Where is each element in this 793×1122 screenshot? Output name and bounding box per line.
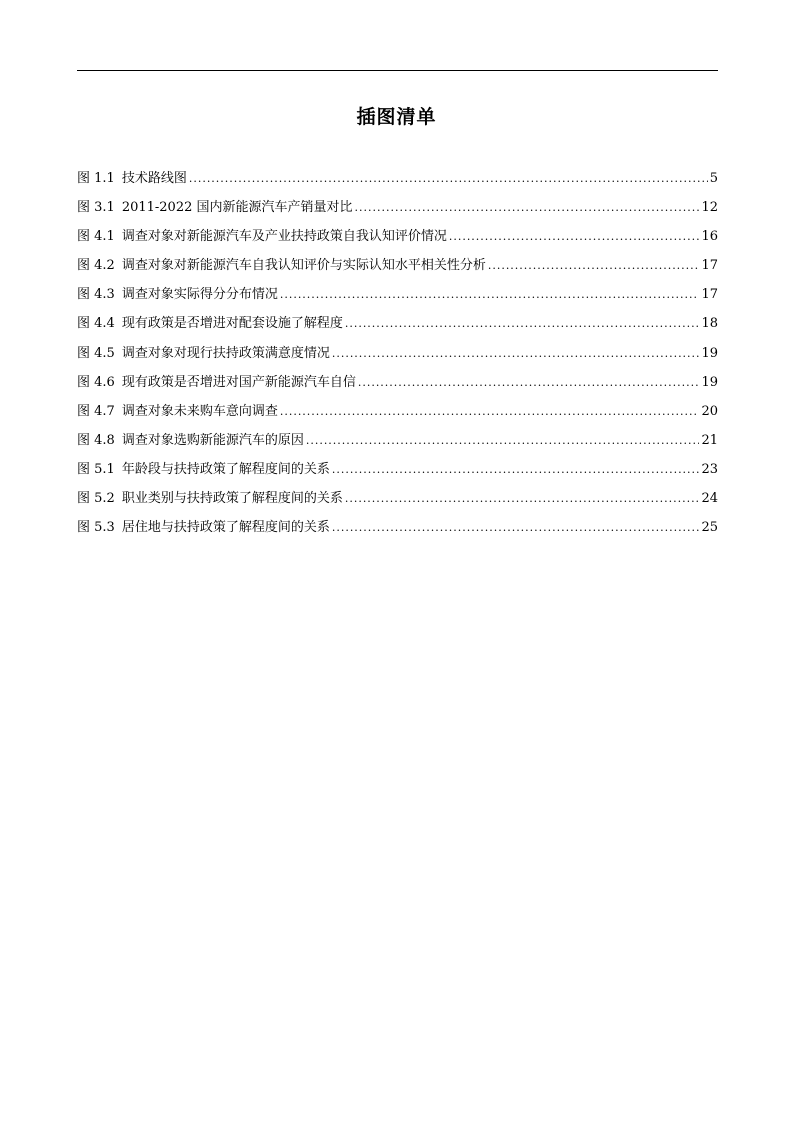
dot-leader (355, 193, 700, 222)
figure-number: 图 4.6 (77, 374, 115, 390)
dot-leader (332, 339, 700, 368)
figure-title: 年龄段与扶持政策了解程度间的关系 (121, 461, 330, 477)
figure-title: 调查对象对新能源汽车及产业扶持政策自我认知评价情况 (121, 229, 447, 245)
dot-leader (345, 484, 700, 513)
dot-leader (358, 368, 700, 397)
figure-entry[interactable] (77, 455, 718, 484)
dot-leader (449, 222, 700, 251)
figure-title: 居住地与扶持政策了解程度间的关系 (121, 520, 330, 536)
figure-list (77, 164, 718, 542)
figure-title: 2011-2022 国内新能源汽车产销量对比 (121, 200, 353, 216)
figure-number: 图 4.5 (77, 345, 115, 361)
figure-entry-label (77, 309, 343, 338)
figure-entry[interactable] (77, 222, 718, 251)
page-number: 17 (701, 258, 718, 274)
figure-entry-label (77, 484, 343, 513)
page-number: 23 (701, 461, 718, 477)
figure-entry-label (77, 513, 330, 542)
figure-number: 图 4.7 (77, 403, 115, 419)
figure-entry[interactable] (77, 251, 718, 280)
header-rule (77, 70, 718, 71)
figure-title: 现有政策是否增进对配套设施了解程度 (121, 316, 343, 332)
figure-title: 调查对象实际得分分布情况 (121, 287, 278, 303)
page-title: 插图清单 (356, 106, 437, 128)
figure-title: 技术路线图 (121, 171, 187, 186)
figure-title: 调查对象选购新能源汽车的原因 (121, 432, 304, 448)
figure-entry-label (77, 368, 356, 397)
figure-entry-label (77, 251, 486, 280)
figure-number: 图 4.2 (77, 258, 115, 274)
figure-entry-label (77, 193, 353, 222)
figure-number: 图 5.1 (77, 461, 115, 477)
dot-leader (332, 513, 700, 542)
dot-leader (345, 309, 700, 338)
figure-title: 调查对象对新能源汽车自我认知评价与实际认知水平相关性分析 (121, 258, 486, 274)
page-number: 21 (701, 432, 718, 448)
figure-title: 调查对象对现行扶持政策满意度情况 (121, 345, 330, 361)
page-number: 19 (701, 345, 718, 361)
page-number: 25 (701, 520, 718, 536)
figure-entry[interactable] (77, 164, 718, 193)
figure-entry[interactable] (77, 484, 718, 513)
figure-entry[interactable] (77, 368, 718, 397)
figure-entry-label (77, 339, 330, 368)
dot-leader (332, 455, 700, 484)
figure-title: 现有政策是否增进对国产新能源汽车自信 (121, 374, 356, 390)
page-number: 12 (701, 200, 718, 216)
figure-title: 调查对象未来购车意向调查 (121, 403, 278, 419)
dot-leader (280, 280, 700, 309)
figure-entry[interactable] (77, 280, 718, 309)
figure-entry[interactable] (77, 193, 718, 222)
figure-number: 图 4.1 (77, 229, 115, 245)
page-number: 18 (701, 316, 718, 332)
dot-leader (189, 164, 708, 193)
figure-entry-label (77, 455, 330, 484)
page-number: 20 (701, 403, 718, 419)
figure-entry[interactable] (77, 513, 718, 542)
figure-number: 图 4.8 (77, 432, 115, 448)
figure-entry-label (77, 280, 278, 309)
figure-number: 图 4.4 (77, 316, 115, 332)
page-number: 24 (701, 491, 718, 507)
figure-number: 图 1.1 (77, 171, 115, 186)
page-number: 16 (701, 229, 718, 245)
figure-entry-label (77, 397, 278, 426)
figure-entry[interactable] (77, 309, 718, 338)
figure-entry-label (77, 426, 304, 455)
figure-entry-label (77, 222, 447, 251)
dot-leader (280, 397, 700, 426)
page-number: 17 (701, 287, 718, 303)
figure-entry[interactable] (77, 426, 718, 455)
figure-entry[interactable] (77, 397, 718, 426)
figure-number: 图 5.2 (77, 491, 115, 507)
dot-leader (488, 251, 700, 280)
figure-number: 图 4.3 (77, 287, 115, 303)
dot-leader (306, 426, 700, 455)
figure-entry-label (77, 164, 187, 193)
page-number: 19 (701, 374, 718, 390)
figure-number: 图 5.3 (77, 520, 115, 536)
figure-entry[interactable] (77, 339, 718, 368)
figure-number: 图 3.1 (77, 200, 115, 216)
figure-title: 职业类别与扶持政策了解程度间的关系 (121, 491, 343, 507)
page-number: 5 (709, 171, 718, 186)
